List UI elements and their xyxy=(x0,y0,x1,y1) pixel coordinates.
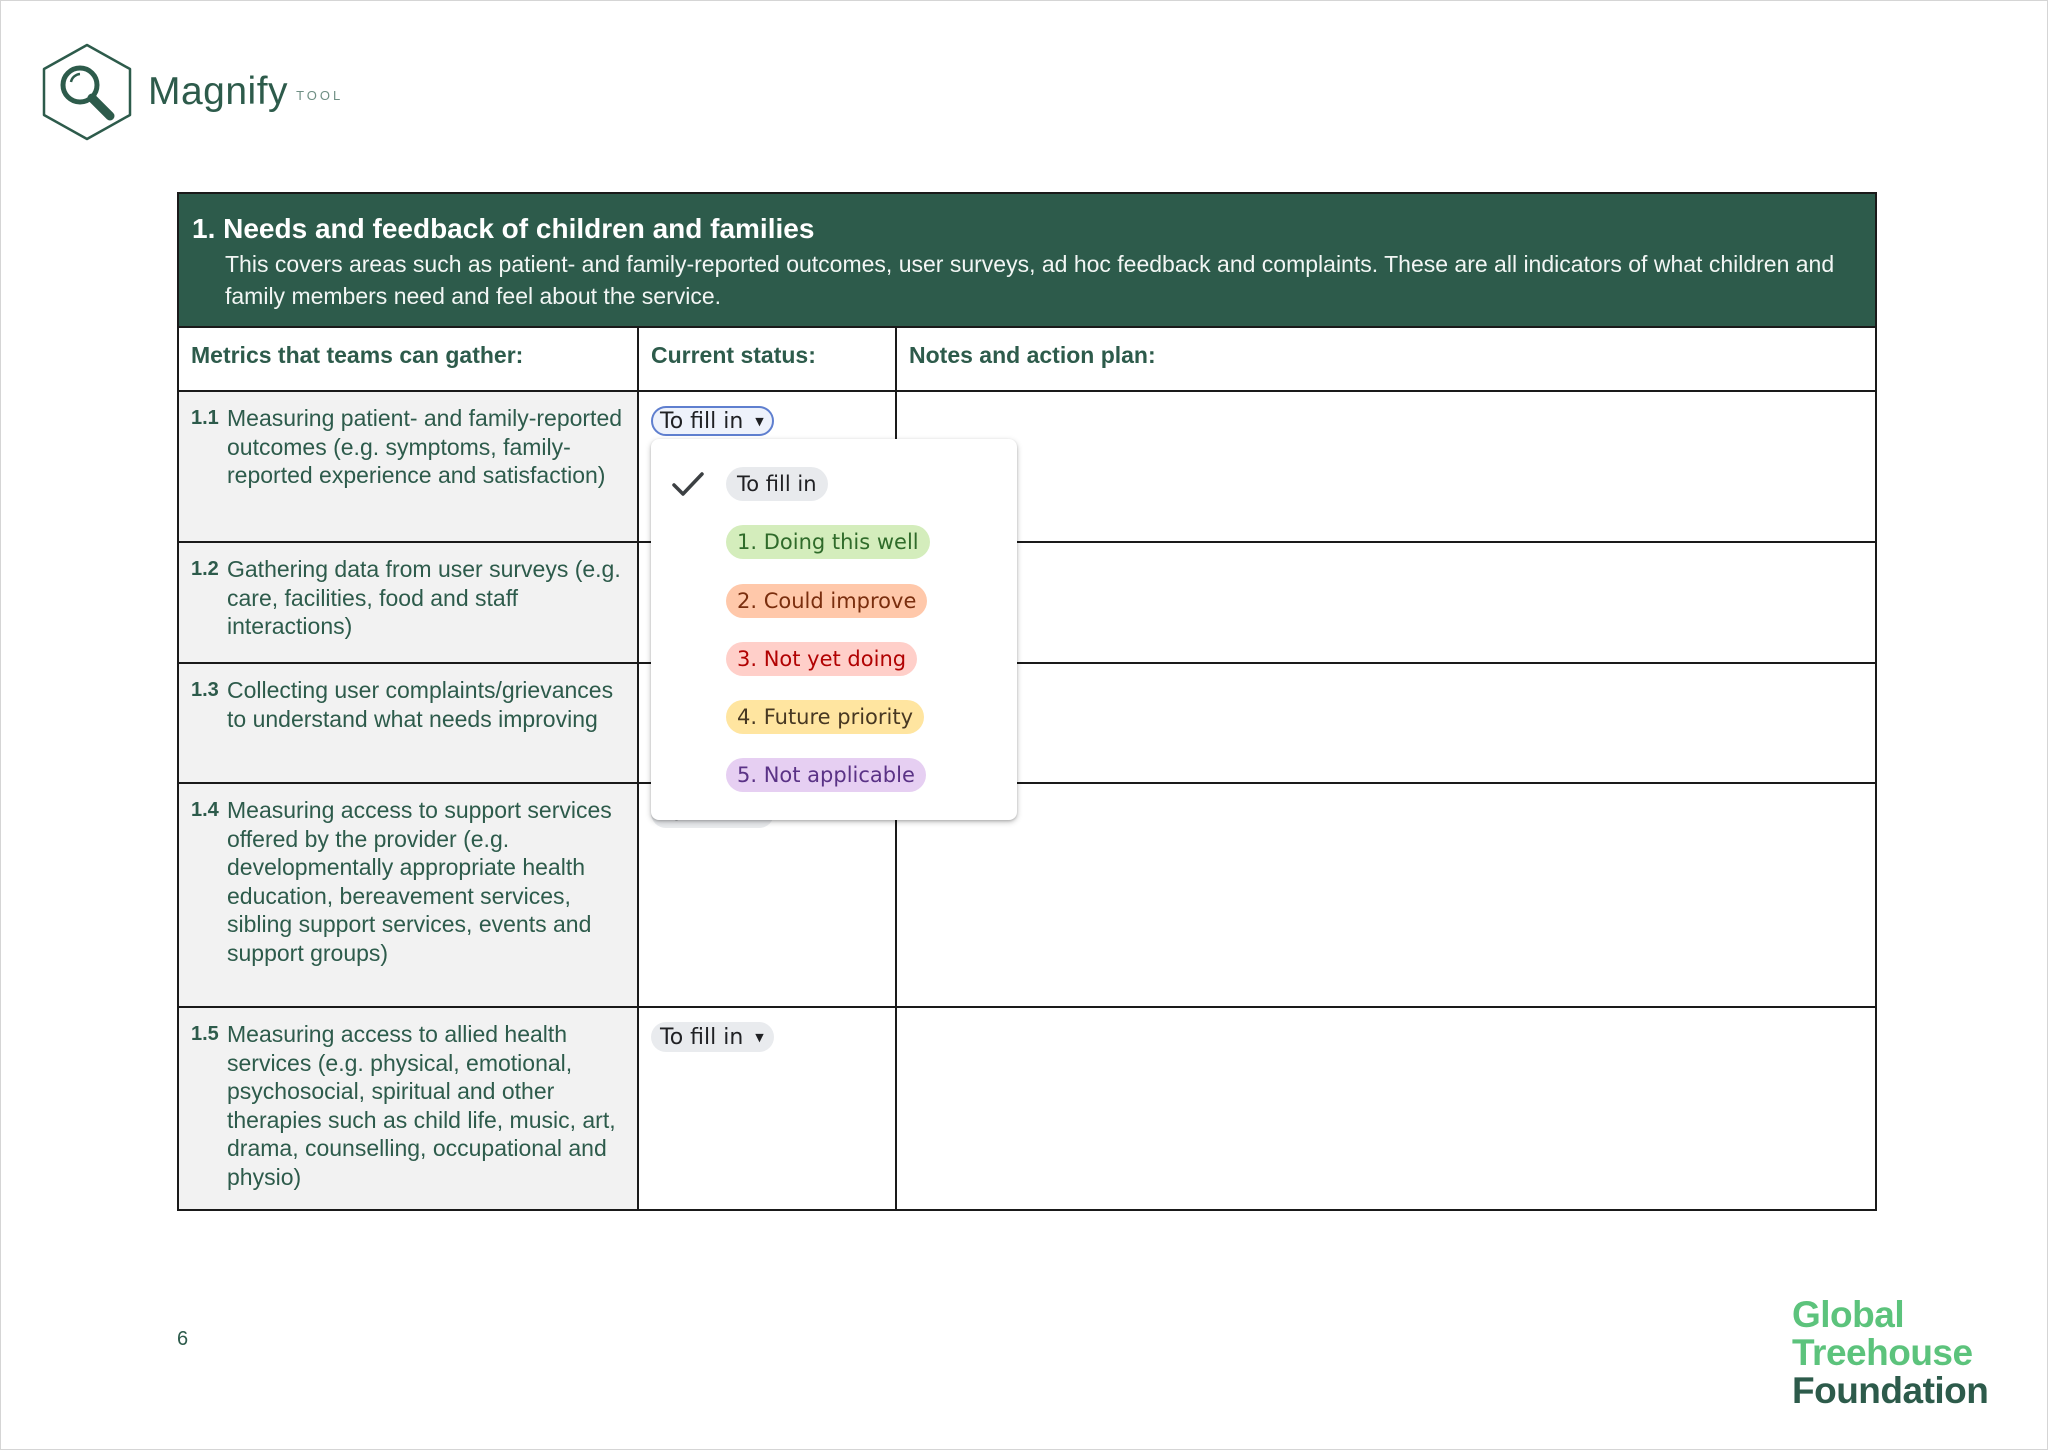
status-dropdown[interactable] xyxy=(651,1022,774,1052)
metric-text: Collecting user complaints/grievances to understand what needs improving xyxy=(227,677,614,732)
notes-cell[interactable] xyxy=(897,784,1875,1006)
option-chip-not-yet-doing: 3. Not yet doing xyxy=(726,642,917,676)
dropdown-option-to-fill-in[interactable] xyxy=(651,461,1017,507)
metric-number: 1.5 xyxy=(191,1023,219,1045)
column-header-status: Current status: xyxy=(639,328,897,390)
dropdown-caret-icon: ▼ xyxy=(755,1030,764,1044)
metric-text: Measuring patient- and family-reported outcomes (e.g. symptoms, family-reported experience and satisfaction) xyxy=(227,405,623,488)
brand-line-treehouse: Treehouse xyxy=(1792,1332,1973,1373)
section-description: This covers areas such as patient- and family-reported outcomes, user surveys, ad hoc feedback and complaints. These are all indicators of what children and family members need and feel about the service. xyxy=(225,251,1835,309)
metric-number: 1.4 xyxy=(191,799,219,821)
column-header-metrics: Metrics that teams can gather: xyxy=(179,328,639,390)
option-chip-not-applicable: 5. Not applicable xyxy=(726,758,926,792)
section-title: 1. Needs and feedback of children and families xyxy=(192,213,815,244)
option-chip-doing-well: 1. Doing this well xyxy=(726,525,930,559)
dropdown-option-could-improve[interactable] xyxy=(651,578,1017,624)
magnify-logo-icon xyxy=(40,42,134,142)
metric-cell xyxy=(179,664,639,782)
metric-number: 1.3 xyxy=(191,679,219,701)
status-cell xyxy=(639,1008,897,1209)
page-number: 6 xyxy=(177,1328,189,1350)
dropdown-option-doing-well[interactable] xyxy=(651,519,1017,565)
metric-cell xyxy=(179,543,639,662)
option-chip-future-priority: 4. Future priority xyxy=(726,700,924,734)
metrics-table xyxy=(177,192,1877,1211)
status-value: To fill in xyxy=(660,408,744,434)
table-row xyxy=(179,392,1875,543)
metric-text: Measuring access to allied health services (e.g. physical, emotional, psychosocial, spiritual and other therapies such as child life, music, art, drama, counselling, occupational and physio) xyxy=(227,1021,616,1190)
dropdown-caret-icon: ▼ xyxy=(755,414,764,428)
dropdown-option-not-yet-doing[interactable] xyxy=(651,636,1017,682)
notes-cell[interactable] xyxy=(897,1008,1875,1209)
status-dropdown[interactable] xyxy=(651,406,774,436)
notes-cell[interactable] xyxy=(897,664,1875,782)
notes-cell[interactable] xyxy=(897,392,1875,541)
metric-cell xyxy=(179,784,639,1006)
metric-number: 1.1 xyxy=(191,407,219,429)
dropdown-option-not-applicable[interactable] xyxy=(651,752,1017,798)
metric-cell xyxy=(179,392,639,541)
notes-cell[interactable] xyxy=(897,543,1875,662)
table-row xyxy=(179,784,1875,1008)
section-header xyxy=(179,194,1875,328)
table-row xyxy=(179,1008,1875,1209)
metric-number: 1.2 xyxy=(191,558,219,580)
magnify-logo xyxy=(40,42,343,142)
checkmark-icon xyxy=(671,469,705,499)
brand-line-foundation: Foundation xyxy=(1792,1370,1989,1411)
metric-cell xyxy=(179,1008,639,1209)
status-value: To fill in xyxy=(660,1024,744,1050)
logo-name: Magnify xyxy=(148,70,289,113)
column-header-notes: Notes and action plan: xyxy=(897,328,1875,390)
table-row xyxy=(179,543,1875,664)
dropdown-option-future-priority[interactable] xyxy=(651,694,1017,740)
status-dropdown-menu xyxy=(651,439,1017,820)
brand-logo xyxy=(1792,1296,1988,1410)
table-header-row xyxy=(179,328,1875,392)
brand-line-global: Global xyxy=(1792,1294,1905,1335)
metric-text: Measuring access to support services offered by the provider (e.g. developmentally appropriate health education, bereavement services, sibling support services, events and support groups) xyxy=(227,797,612,966)
logo-suffix: TOOL xyxy=(296,87,344,103)
option-chip-could-improve: 2. Could improve xyxy=(726,584,927,618)
metric-text: Gathering data from user surveys (e.g. care, facilities, food and staff interactions) xyxy=(227,556,621,639)
table-row xyxy=(179,664,1875,784)
option-chip-to-fill-in: To fill in xyxy=(726,467,828,501)
